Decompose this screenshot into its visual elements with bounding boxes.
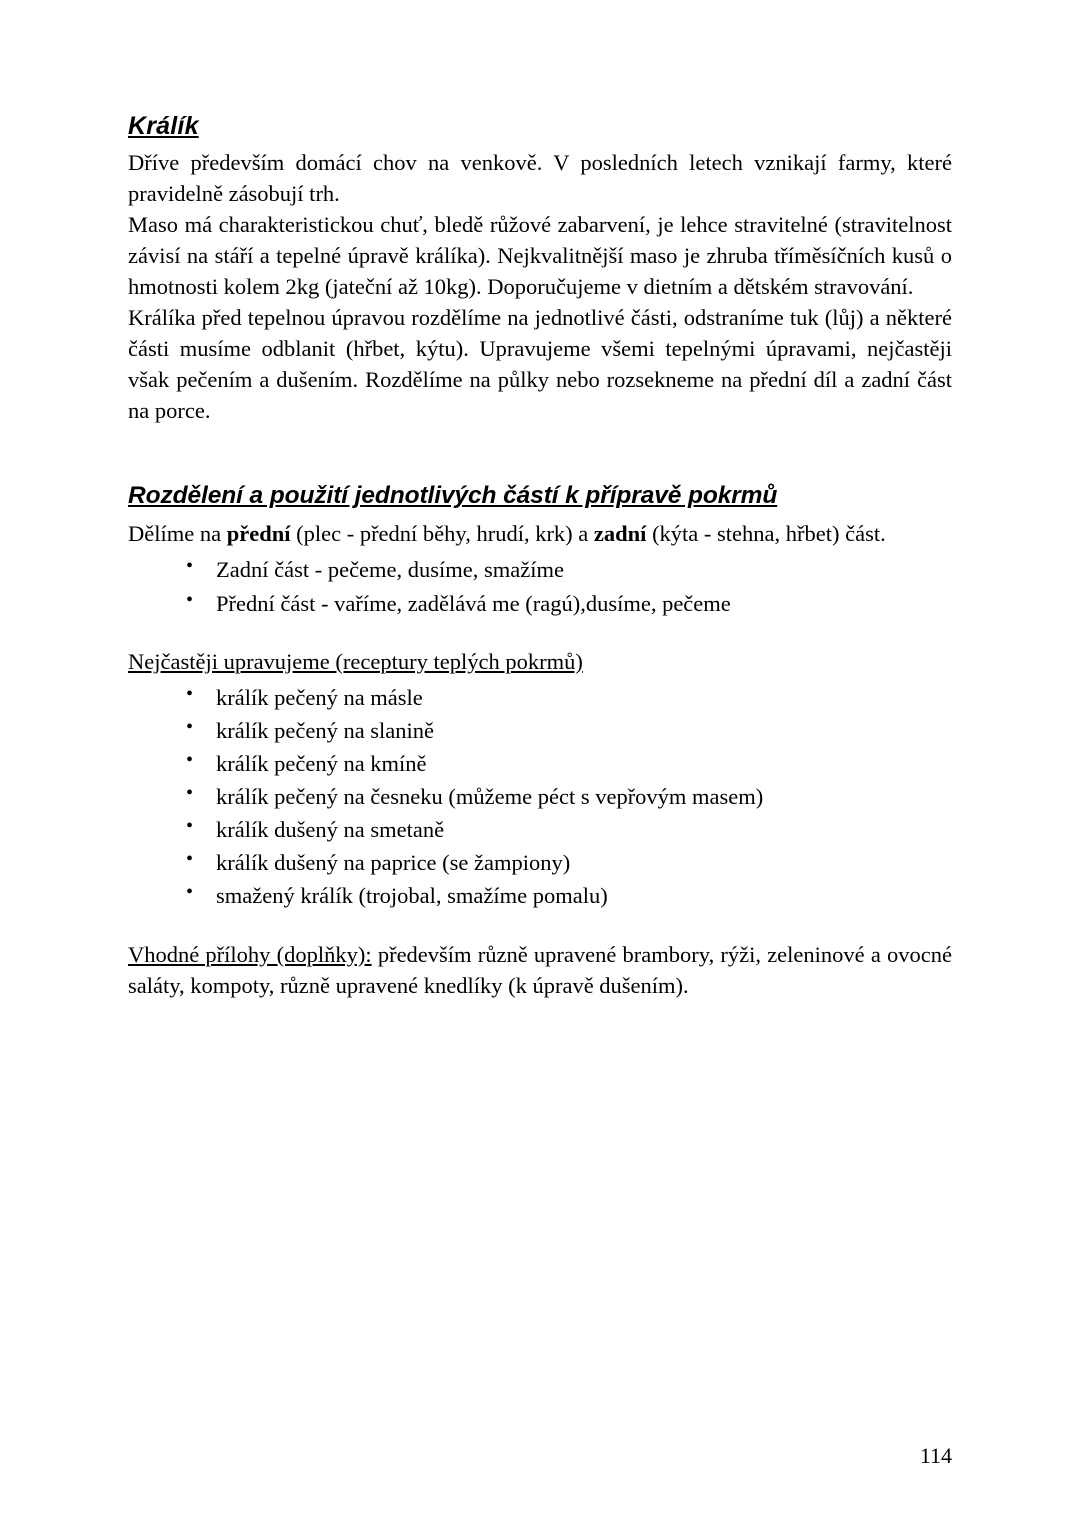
recipes-list <box>128 681 952 912</box>
list-item: • králík pečený na kmíně <box>128 747 952 780</box>
division-bullet-list <box>128 553 952 619</box>
sides-label: Vhodné přílohy (doplňky): <box>128 941 372 967</box>
list-item: • králík pečený na česneku (můžeme péct s vepřovým masem) <box>128 780 952 813</box>
intro-paragraph-2: Maso má charakteristickou chuť, bledě růžové zabarvení, je lehce stravitelné (stravitelnost závisí na stáří a tepelné úpravě králíka). Nejkvalitnější maso je zhruba tříměsíčních kusů o hmotnosti kolem 2kg (jateční až 10kg). Doporučujeme v dietním a dětském stravování. <box>128 212 952 300</box>
spacer <box>128 426 952 482</box>
division-bold-rear: zadní <box>593 521 647 547</box>
sides-text: především různě upravené brambory, rýži, zeleninové a ovocné saláty, kompoty, různě upravené knedlíky (k úpravě dušením). <box>128 941 953 999</box>
list-item: • smažený králík (trojobal, smažíme pomalu) <box>128 879 952 912</box>
intro-section <box>128 147 952 426</box>
page-number: 114 <box>919 1443 952 1468</box>
list-item: • Přední část - vaříme, zadělává me (ragú),dusíme, pečeme <box>128 587 952 620</box>
list-item: • králík dušený na smetaně <box>128 813 952 846</box>
list-item: • králík pečený na másle <box>128 681 952 714</box>
list-item: • králík pečený na slanině <box>128 714 952 747</box>
division-middle: (plec - přední běhy, hrudí, krk) a <box>290 521 594 547</box>
division-suffix: (kýta - stehna, hřbet) část. <box>646 521 886 547</box>
intro-paragraph-3: Králíka před tepelnou úpravou rozdělíme na jednotlivé části, odstraníme tuk (lůj) a některé části musíme odblanit (hřbet, kýtu). Upravujeme všemi tepelnými úpravami, nejčastěji však pečením a dušením. Rozdělíme na půlky nebo rozsekneme na přední díl a zadní část na porce. <box>128 305 952 424</box>
spacer <box>128 620 952 646</box>
section-heading-division: Rozdělení a použití jednotlivých částí k přípravě pokrmů <box>128 482 778 510</box>
list-item: • Zadní část - pečeme, dusíme, smažíme <box>128 553 952 586</box>
recipes-heading: Nejčastěji upravujeme (receptury teplých pokrmů) <box>128 648 583 674</box>
sides-paragraph <box>128 939 952 1002</box>
spacer <box>128 913 952 939</box>
division-bold-front: přední <box>226 521 291 547</box>
intro-paragraph-1: Dříve především domácí chov na venkově. V posledních letech vznikají farmy, které pravidelně zásobují trh. <box>128 150 952 207</box>
list-item: • králík dušený na paprice (se žampiony) <box>128 846 952 879</box>
division-prefix: Dělíme na <box>128 521 227 547</box>
page-title: Králík <box>128 112 199 140</box>
division-line <box>128 518 952 549</box>
